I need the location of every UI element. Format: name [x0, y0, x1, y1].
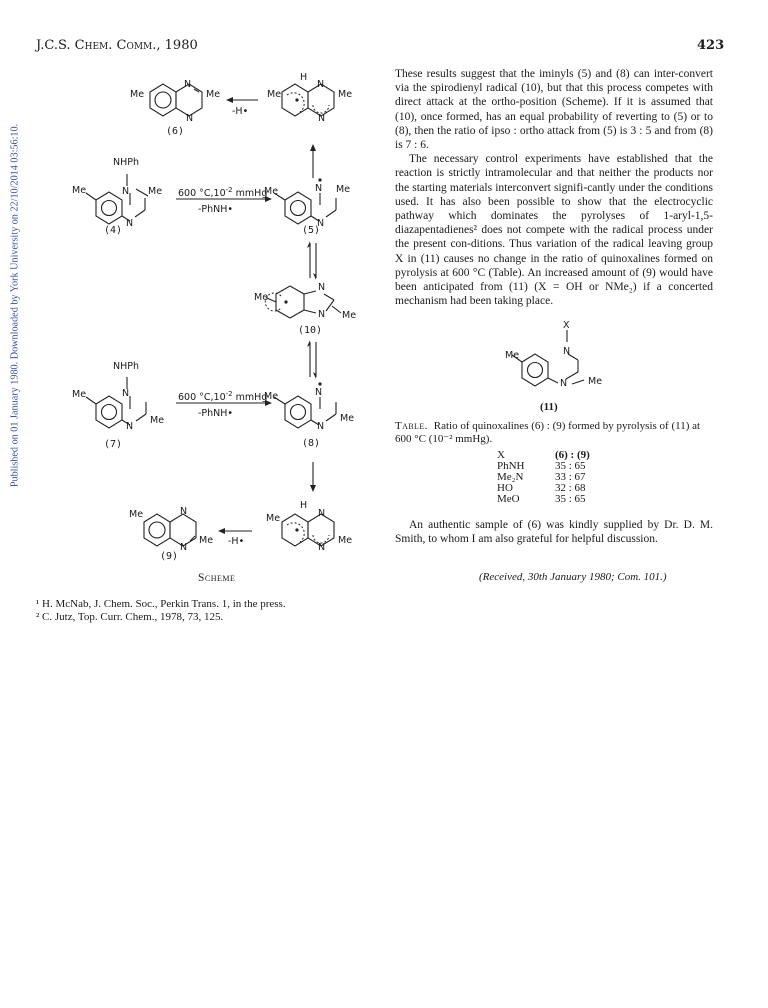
- compound-label-6: (6): [166, 126, 185, 137]
- me-label: Me: [264, 391, 279, 402]
- nhph-label: NHPh: [113, 157, 139, 168]
- n-label: N: [318, 113, 326, 124]
- n-label: N: [315, 387, 323, 398]
- n-label: N: [317, 79, 325, 90]
- table-cell: 32 : 68: [554, 482, 586, 494]
- minus-h-label: -H•: [228, 536, 245, 547]
- me-label: Me: [267, 89, 282, 100]
- conditions-bottom: [178, 390, 267, 403]
- compound-label-7: (7): [104, 439, 123, 450]
- table-caption-text: Ratio of quinoxalines (6) : (9) formed by pyrolysis of (11) at 600 °C (10⁻² mmHg).: [395, 420, 701, 445]
- n-label: N: [318, 282, 326, 293]
- compound-label-5: (5): [302, 225, 321, 236]
- compound-label-11: (11): [540, 401, 558, 413]
- n-label: N: [318, 309, 326, 320]
- compound-label-4: (4): [104, 225, 123, 236]
- table-cell: 35 : 65: [554, 493, 586, 505]
- n-label: N: [126, 218, 134, 229]
- n-label: N: [184, 79, 192, 90]
- table-row: [497, 494, 608, 505]
- n-label: N: [317, 218, 325, 229]
- me-label: Me: [588, 376, 603, 387]
- compound-11-structure: [500, 318, 630, 418]
- n-label: N: [180, 506, 188, 517]
- reaction-scheme: [0, 0, 390, 620]
- n-label: N: [315, 183, 323, 194]
- quinoxaline-ratio-table: [497, 450, 608, 505]
- main-text: [395, 67, 713, 308]
- me-label: Me: [150, 415, 165, 426]
- paragraph-2: The necessary control experiments have established that the reaction is strictly intramolecular and that neither the products nor the starting materials interconvert signifi-cantly under the conditions used. It has also been possible to show that the electrocyclic pathway which dominates the pyrolyses of 1-aryl-1,5-diazapentadienes² does not compete with the radical process under the present con-ditions. Thus variation of the radical leaving group X in (11) causes no change in the ratio of quinoxalines formed on pyrolysis at 600 °C (Table). An increased amount of (9) would have been anticipated from (11) (X = OH or NMe₂) if a concerted mechanism had been taking place.: [395, 153, 713, 308]
- compound-9-structure: [144, 514, 196, 546]
- me-label: Me: [266, 513, 281, 524]
- me-label: Me: [336, 184, 351, 195]
- n-label: N: [317, 421, 325, 432]
- leaving-group-label: -PhNH•: [198, 408, 234, 419]
- nhph-label: NHPh: [113, 361, 139, 372]
- me-label: Me: [199, 535, 214, 546]
- me-label: Me: [206, 89, 221, 100]
- table-cell: PhNH: [497, 460, 525, 472]
- compound-8-structure: [274, 382, 336, 428]
- h-label: H: [300, 500, 308, 511]
- scheme-caption: Scheme: [198, 572, 236, 584]
- me-label: Me: [338, 535, 353, 546]
- leaving-group-label: -PhNH•: [198, 204, 234, 215]
- radical-bottom-structure: [282, 514, 334, 546]
- table-caption: [395, 420, 715, 445]
- n-label: N: [318, 542, 326, 553]
- compound-label-8: (8): [302, 438, 321, 449]
- table-cell: Me₂N: [497, 471, 524, 483]
- table-caption-prefix: Table.: [395, 420, 428, 432]
- n-label: N: [126, 421, 134, 432]
- compound-10-structure: [265, 286, 341, 318]
- me-label: Me: [129, 509, 144, 520]
- table-cell: HO: [497, 482, 513, 494]
- conditions-text: 600 °C,10: [178, 392, 226, 404]
- table-header-x: X: [497, 449, 505, 461]
- h-label: H: [300, 72, 308, 83]
- me-label: Me: [72, 185, 87, 196]
- compound-4-structure: [86, 174, 148, 224]
- compound-label-10: (10): [298, 325, 323, 336]
- footnote-2: ² C. Jutz, Top. Curr. Chem., 1978, 73, 125.: [36, 611, 224, 623]
- conditions-unit: mmHg: [235, 392, 268, 404]
- table-header-ratio: (6) : (9): [554, 449, 590, 461]
- me-label: Me: [342, 310, 357, 321]
- n-label: N: [560, 378, 568, 389]
- me-label: Me: [505, 350, 520, 361]
- n-label: N: [186, 113, 194, 124]
- compound-7-structure: [86, 377, 146, 428]
- me-label: Me: [338, 89, 353, 100]
- radical-top-structure: [282, 84, 334, 116]
- table-cell: 33 : 67: [554, 471, 586, 483]
- compound-5-structure: [274, 178, 336, 224]
- paragraph-1: These results suggest that the iminyls (5) and (8) can inter-convert via the spirodienyl radical (10), but that this process competes with direct attack at the ortho-position (Scheme). If it is assumed that (10), once formed, has an equal probability of reverting to (5) or to (8), then the ratio of ipso : ortho attack from (5) is 3 : 5 and from (8) is 7 : 6.: [395, 68, 713, 152]
- conditions-top: [178, 186, 267, 199]
- x-label: X: [563, 320, 570, 331]
- n-label: N: [122, 388, 130, 399]
- journal-name: J.C.S. Chem. Comm., 1980: [36, 38, 198, 53]
- conditions-exp: -2: [225, 186, 233, 194]
- me-label: Me: [254, 292, 269, 303]
- acknowledgement: An authentic sample of (6) was kindly supplied by Dr. D. M. Smith, to whom I am also grateful for helpful discussion.: [395, 519, 713, 546]
- table-row: [497, 472, 608, 483]
- conditions-exp: -2: [225, 390, 233, 398]
- me-label: Me: [264, 186, 279, 197]
- n-label: N: [563, 346, 571, 357]
- me-label: Me: [340, 413, 355, 424]
- compound-label-9: (9): [160, 551, 179, 562]
- table-cell: MeO: [497, 493, 520, 505]
- compound-6-structure: [150, 84, 202, 116]
- footnote-1: ¹ H. McNab, J. Chem. Soc., Perkin Trans. 1, in the press.: [36, 598, 286, 610]
- me-label: Me: [130, 89, 145, 100]
- me-label: Me: [148, 186, 163, 197]
- minus-h-label: -H•: [232, 106, 249, 117]
- n-label: N: [180, 542, 188, 553]
- conditions-text: 600 °C,10: [178, 188, 226, 200]
- me-label: Me: [72, 389, 87, 400]
- download-notice: Published on 01 January 1980. Downloaded by York University on 22/10/2014 03:56:10.: [9, 123, 21, 488]
- conditions-unit: mmHg: [235, 188, 268, 200]
- n-label: N: [122, 186, 130, 197]
- page-number: 423: [697, 38, 725, 53]
- footnotes: [36, 598, 386, 624]
- n-label: N: [318, 508, 326, 519]
- table-cell: 35 : 65: [554, 460, 586, 472]
- received-date: (Received, 30th January 1980; Com. 101.): [479, 571, 667, 583]
